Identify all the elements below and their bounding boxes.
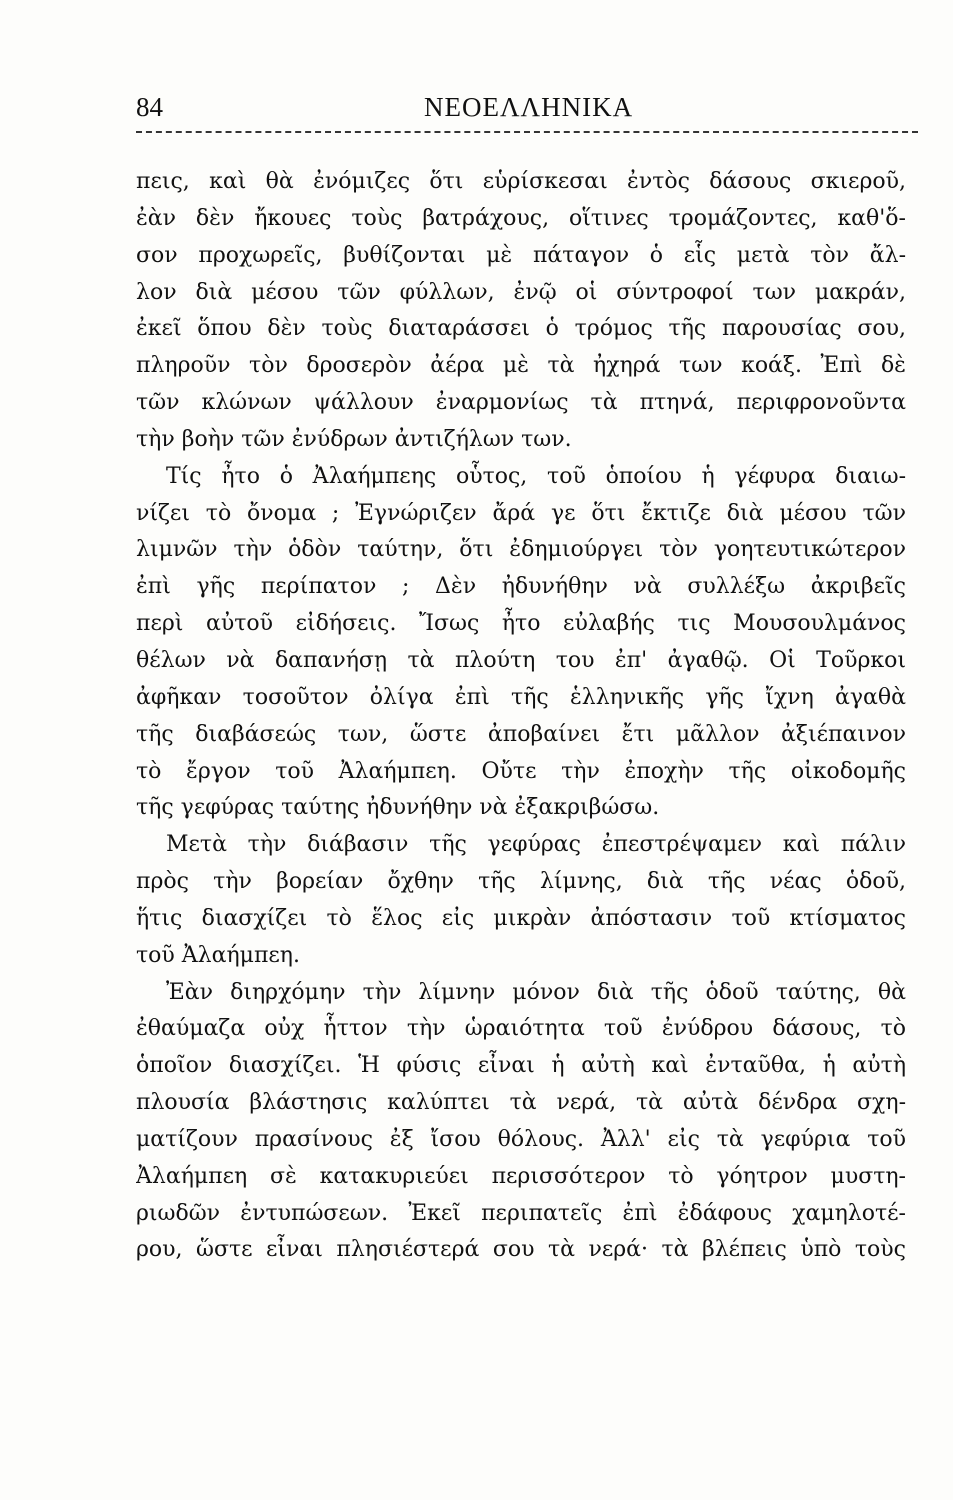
header-rule — [136, 131, 918, 133]
text-line: ἐπὶ γῆς περίπατον ; Δὲν ἠδυνήθην νὰ συλλέξω ἀκριβεῖς — [136, 574, 906, 600]
text-line: ἥτις διασχίζει τὸ ἕλος εἰς μικρὰν ἀπόστασιν τοῦ κτίσματος — [136, 905, 906, 931]
text-line: θέλων νὰ δαπανήσῃ τὰ πλούτη του ἐπ' ἀγαθῷ. Οἱ Τοῦρκοι — [136, 647, 906, 673]
text-line: νίζει τὸ ὄνομα ; Ἐγνώριζεν ἄρά γε ὅτι ἔκτιζε διὰ μέσου τῶν — [136, 500, 906, 526]
text-line: ματίζουν πρασίνους ἐξ ἴσου θόλους. Ἀλλ' εἰς τὰ γεφύρια τοῦ — [136, 1126, 906, 1152]
text-line: τοῦ Ἀλαήμπεη. — [136, 942, 300, 968]
text-line: σον προχωρεῖς, βυθίζονται μὲ πάταγον ὁ εἷς μετὰ τὸν ἄλ- — [136, 242, 906, 268]
running-head — [136, 90, 916, 130]
text-line: λιμνῶν τὴν ὁδὸν ταύτην, ὅτι ἐδημιούργει τὸν γοητευτικώτερον — [136, 537, 906, 563]
text-line: πληροῦν τὸν δροσερὸν ἀέρα μὲ τὰ ἠχηρά των κοάξ. Ἐπὶ δὲ — [136, 353, 906, 379]
text-line: ἐθαύμαζα οὐχ ἧττον τὴν ὡραιότητα τοῦ ἐνύδρου δάσους, τὸ — [136, 1016, 906, 1042]
text-line: ἐὰν δὲν ἤκουες τοὺς βατράχους, οἵτινες τρομάζοντες, καθ'ὅ- — [136, 205, 906, 231]
paragraph-start-line: Ἐὰν διηρχόμην τὴν λίμνην μόνον διὰ τῆς ὁδοῦ ταύτης, θὰ — [166, 979, 906, 1005]
paragraph-start-line: Μετὰ τὴν διάβασιν τῆς γεφύρας ἐπεστρέψαμεν καὶ πάλιν — [166, 832, 906, 858]
text-line: ὁποῖον διασχίζει. Ἡ φύσις εἶναι ἡ αὐτὴ καὶ ἐνταῦθα, ἡ αὐτὴ — [136, 1053, 906, 1079]
text-line: πεις, καὶ θὰ ἐνόμιζες ὅτι εὑρίσκεσαι ἐντὸς δάσους σκιεροῦ, — [136, 169, 906, 194]
text-line: τῆς διαβάσεώς των, ὥστε ἀποβαίνει ἔτι μᾶλλον ἀξιέπαινον — [136, 721, 906, 747]
text-line: Ἀλαήμπεη σὲ κατακυριεύει περισσότερον τὸ γόητρον μυστη- — [136, 1163, 906, 1189]
page-number: 84 — [136, 92, 163, 122]
text-line: λον διὰ μέσου τῶν φύλλων, ἐνῷ οἱ σύντροφοί των μακράν, — [136, 279, 906, 305]
text-line: τῶν κλώνων ψάλλουν ἐναρμονίως τὰ πτηνά, περιφρονοῦντα — [136, 390, 906, 416]
text-line: ἀφῆκαν τοσοῦτον ὀλίγα ἐπὶ τῆς ἑλληνικῆς γῆς ἴχνη ἀγαθὰ — [136, 684, 906, 710]
text-line: τὸ ἔργον τοῦ Ἀλαήμπεη. Οὔτε τὴν ἐποχὴν τῆς οἰκοδομῆς — [136, 758, 906, 784]
text-line: περὶ αὐτοῦ εἰδήσεις. Ἴσως ἦτο εὐλαβής τις Μουσουλμάνος — [136, 611, 906, 637]
text-line: πρὸς τὴν βορείαν ὄχθην τῆς λίμνης, διὰ τῆς νέας ὁδοῦ, — [136, 869, 906, 895]
text-line: ρου, ὥστε εἶναι πλησιέστερά σου τὰ νερά· τὰ βλέπεις ὑπὸ τοὺς — [136, 1237, 906, 1263]
text-line: τῆς γεφύρας ταύτης ἠδυνήθην νὰ ἐξακριβώσω. — [136, 795, 660, 821]
text-line: ἐκεῖ ὅπου δὲν τοὺς διαταράσσει ὁ τρόμος τῆς παρουσίας σου, — [136, 316, 906, 342]
paragraph-start-line: Τίς ἦτο ὁ Ἀλαήμπεης οὗτος, τοῦ ὁποίου ἡ γέφυρα διαιω- — [166, 463, 906, 489]
running-title: ΝΕΟΕΛΛΗΝΙΚΑ — [424, 92, 634, 122]
text-line: πλουσία βλάστησις καλύπτει τὰ νερά, τὰ αὐτὰ δένδρα σχη- — [136, 1090, 906, 1116]
text-line: ριωδῶν ἐντυπώσεων. Ἐκεῖ περιπατεῖς ἐπὶ ἐδάφους χαμηλοτέ- — [136, 1200, 906, 1226]
text-line: τὴν βοὴν τῶν ἐνύδρων ἀντιζήλων των. — [136, 426, 572, 452]
body-text — [136, 164, 906, 1269]
